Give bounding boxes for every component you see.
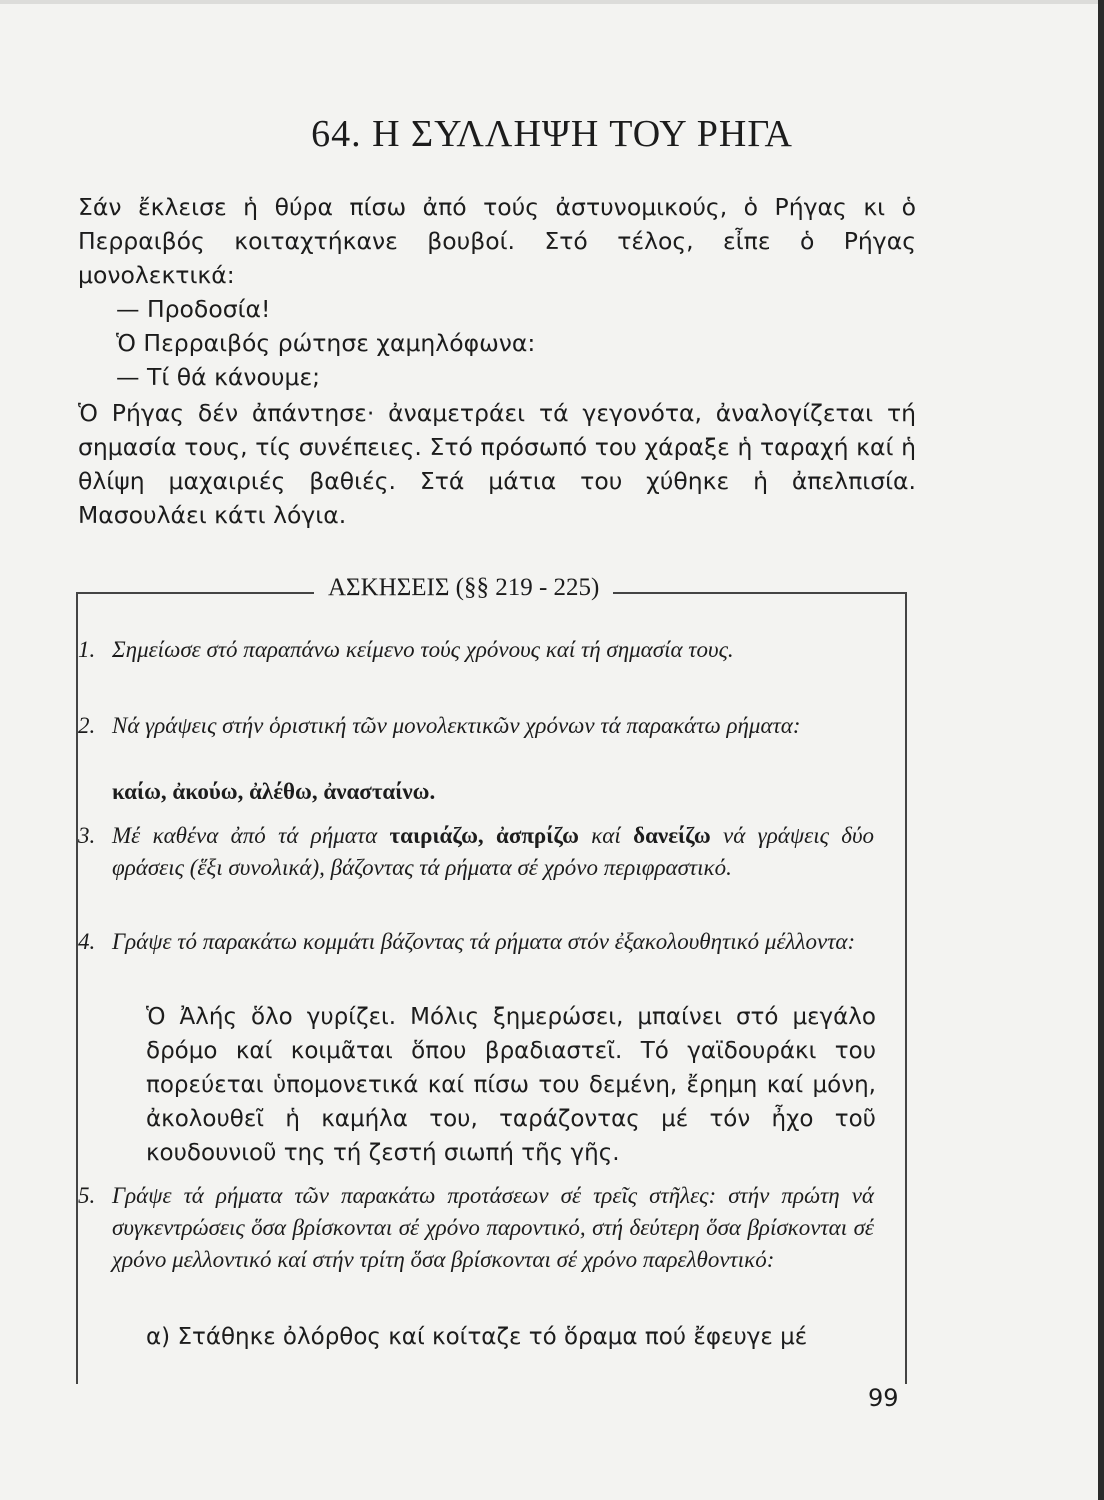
exercise-4-passage: Ὁ Ἀλής ὅλο γυρίζει. Μόλις ξημερώσει, μπαίνει στό μεγάλο δρόμο καί κοιμᾶται ὅπου βραδιαστεῖ. Τό γαϊδουράκι του πορεύεται ὑπομονετικά καί πίσω του δεμένη, ἔρημη καί μόνη, ἀκολουθεῖ ἡ καμήλα του, ταράζοντας μέ τόν ἦχο τοῦ κουδουνιοῦ της τή ζεστή σιωπή τῆς γῆς. <box>146 1004 876 1166</box>
paragraph-closing: Ὁ Ρήγας δέν ἀπάντησε· ἀναμετράει τά γεγονότα, ἀναλογίζεται τή σημασία τους, τίς συνέπειες. Στό πρόσωπό του χάραξε ἡ ταραχή καί ἡ θλίψη μαχαιριές βαθιές. Στά μάτια του χύθηκε ἡ ἀπελπισία. Μασουλάει κάτι λόγια. <box>78 399 916 529</box>
page-title: 64. Η ΣΥΛΛΗΨΗ ΤΟΥ ΡΗΓΑ <box>311 113 793 155</box>
page-number: 99 <box>868 1384 899 1412</box>
exercise-text: Γράψε τό παρακάτω κομμάτι βάζοντας τά ρήματα στόν ἐξακολουθητικό μέλλοντα: <box>112 929 856 954</box>
exercise-text: Σημείωσε στό παραπάνω κείμενο τούς χρόνους καί τή σημασία τους. <box>112 637 734 662</box>
verb-list: καίω, ἀκούω, ἀλέθω, ἀνασταίνω. <box>112 779 436 804</box>
exercise-5 <box>78 1180 874 1276</box>
exercise-text: Γράψε τά ρήματα τῶν παρακάτω προτάσεων σέ τρεῖς στῆλες: στήν πρώτη νά συγκεντρώσεις ὅσα βρίσκονται σέ χρόνο παροντικό, στή δεύτερη ὅσα βρίσκονται σέ χρόνο μελλοντικό καί στήν τρίτη ὅσα βρίσκονται σέ χρόνο παρελθοντικό: <box>112 1183 874 1272</box>
exercise-number: 2. <box>78 713 96 738</box>
exercise-text-mid: καί <box>591 823 621 848</box>
exercise-2 <box>78 710 874 742</box>
exercise-2-words <box>112 776 874 808</box>
exercise-4 <box>78 926 874 958</box>
exercise-1 <box>78 634 874 666</box>
page-right-edge <box>1098 0 1104 1500</box>
exercise-5-sentence-a: α) Στάθηκε ὀλόρθος καί κοίταζε τό ὅραμα πού ἔφευγε μέ <box>146 1324 808 1350</box>
exercise-text-post: νά γράψεις δύο φράσεις (ἕξι συνολικά), βάζοντας τά ρήματα σέ χρόνο περιφραστικό. <box>112 823 875 880</box>
page-top-edge <box>0 0 1104 4</box>
dialog-line-3: — Τί θά κάνουμε; <box>116 363 321 391</box>
exercise-verbs-1: ταιριάζω, ἀσπρίζω <box>389 823 579 848</box>
exercise-3 <box>78 820 875 884</box>
exercise-number: 3. <box>78 823 96 848</box>
dialog-line-2: Ὁ Περραιβός ρώτησε χαμηλόφωνα: <box>116 329 536 357</box>
exercise-text-pre: Μέ καθένα ἀπό τά ρήματα <box>112 823 378 848</box>
paragraph-opening: Σάν ἔκλεισε ἡ θύρα πίσω ἀπό τούς ἀστυνομικούς, ὁ Ρήγας κι ὁ Περραιβός κοιταχτήκανε βουβοί. Στό τέλος, εἶπε ὁ Ρήγας μονολεκτικά: <box>78 193 916 289</box>
exercise-number: 5. <box>78 1183 96 1208</box>
exercise-number: 1. <box>78 637 96 662</box>
dialog-line-1: — Προδοσία! <box>116 295 271 323</box>
exercise-verbs-2: δανείζω <box>633 823 711 848</box>
exercise-text: Νά γράψεις στήν ὁριστική τῶν μονολεκτικῶν χρόνων τά παρακάτω ρήματα: <box>112 713 801 738</box>
exercise-number: 4. <box>78 929 96 954</box>
exercises-heading: ΑΣΚΗΣΕΙΣ (§§ 219 - 225) <box>314 574 613 602</box>
